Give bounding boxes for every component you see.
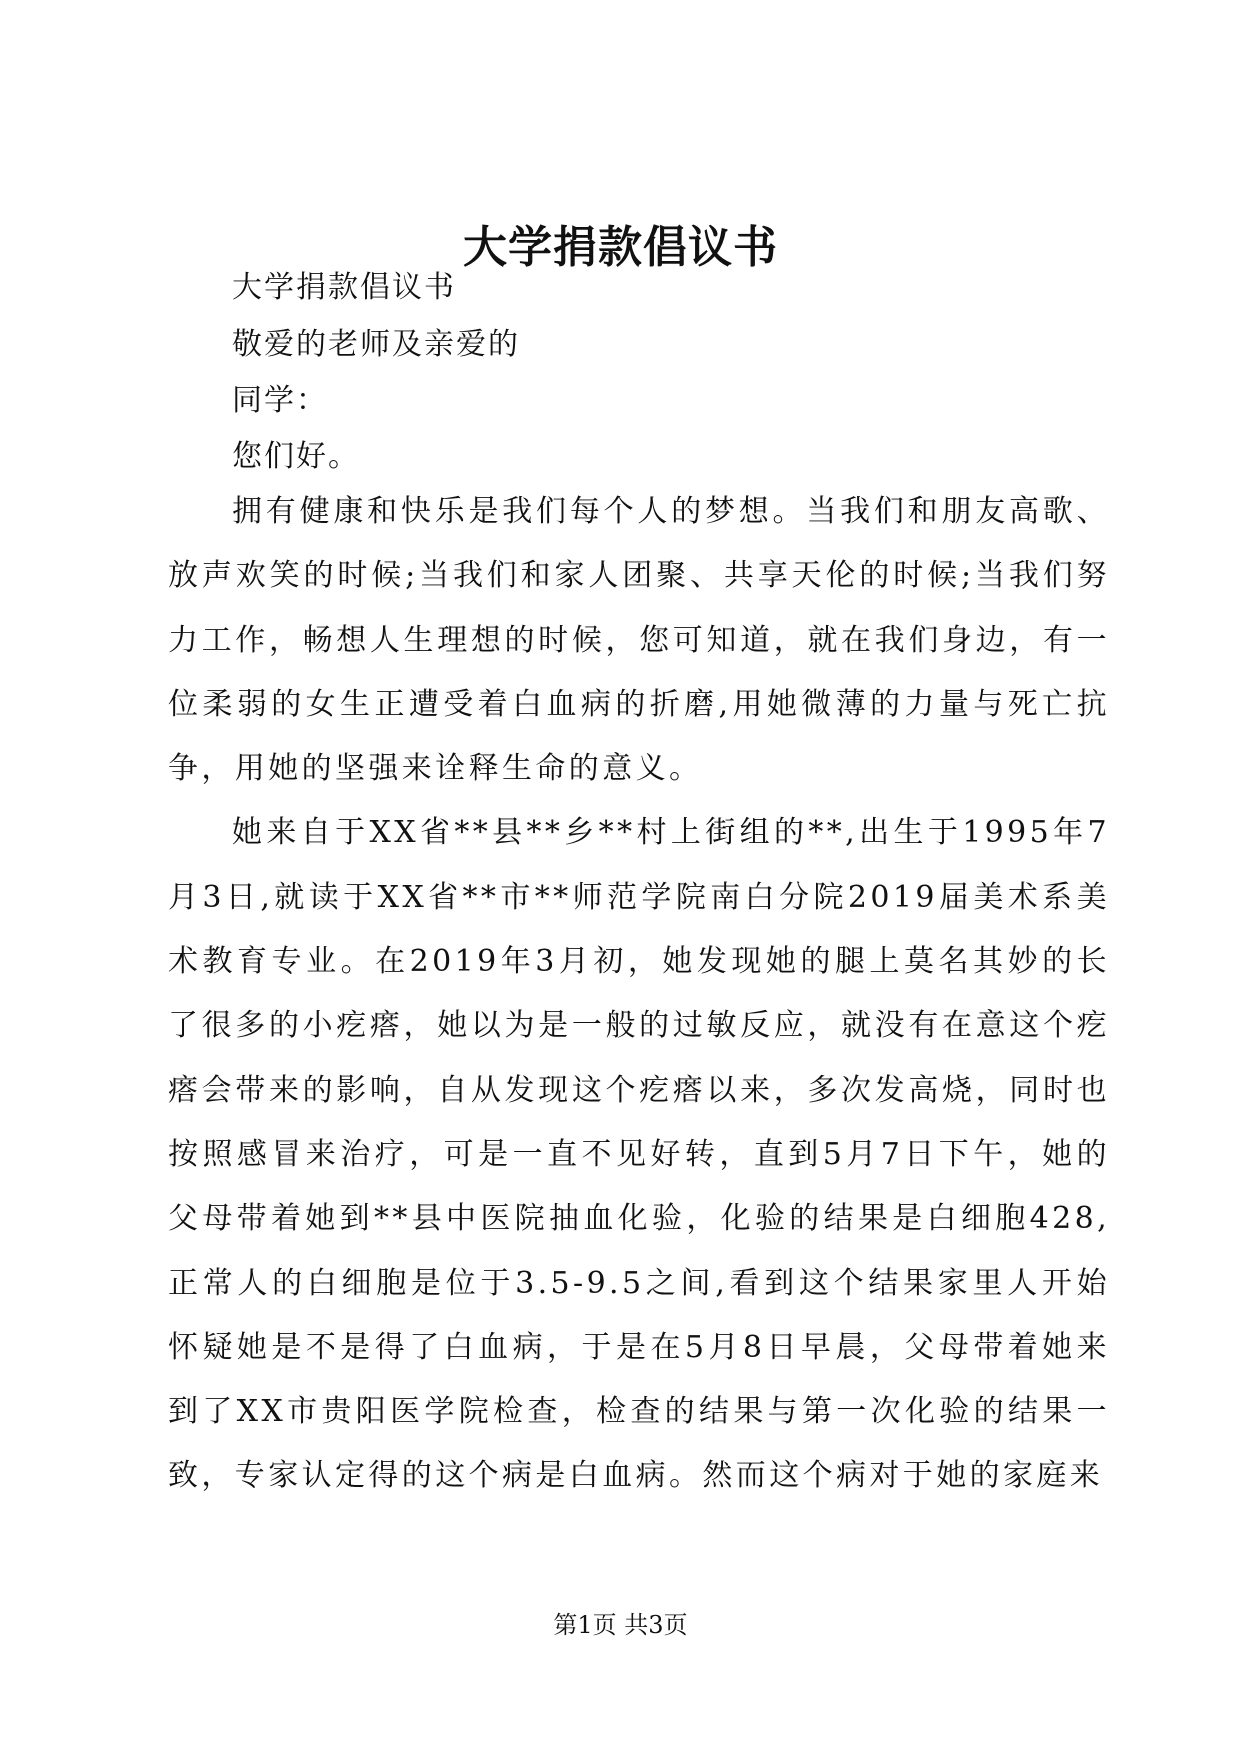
salutation-line-2: 同学：: [232, 383, 328, 418]
salutation-line-1: 敬爱的老师及亲爱的: [232, 327, 520, 362]
body-text: [168, 480, 1110, 1509]
page-footer: 第1页 共3页: [553, 1611, 688, 1639]
paragraph-1: 拥有健康和快乐是我们每个人的梦想。当我们和朋友高歌、放声欢笑的时候;当我们和家人团聚、共享天伦的时候;当我们努力工作，畅想人生理想的时候，您可知道，就在我们身边，有一位柔弱的女生正遭受着白血病的折磨,用她微薄的力量与死亡抗争，用她的坚强来诠释生命的意义。: [168, 494, 1110, 787]
document-subtitle: 大学捐款倡议书: [232, 270, 456, 305]
paragraph-2: 她来自于XX省**县**乡**村上街组的**,出生于1995年7月3日,就读于XX省**市**师范学院南白分院2019届美术系美术教育专业。在2019年3月初，她发现她的腿上莫名其妙的长了很多的小疙瘩，她以为是一般的过敏反应，就没有在意这个疙瘩会带来的影响，自从发现这个疙瘩以来，多次发高烧，同时也按照感冒来治疗，可是一直不见好转，直到5月7日下午，她的父母带着她到**县中医院抽血化验，化验的结果是白细胞428,正常人的白细胞是位于3.5-9.5之间,看到这个结果家里人开始怀疑她是不是得了白血病，于是在5月8日早晨，父母带着她来到了XX市贵阳医学院检查，检查的结果与第一次化验的结果一致，专家认定得的这个病是白血病。然而这个病对于她的家庭来: [168, 815, 1110, 1494]
document-title: 大学捐款倡议书: [463, 222, 778, 273]
greeting-line: 您们好。: [232, 439, 360, 474]
